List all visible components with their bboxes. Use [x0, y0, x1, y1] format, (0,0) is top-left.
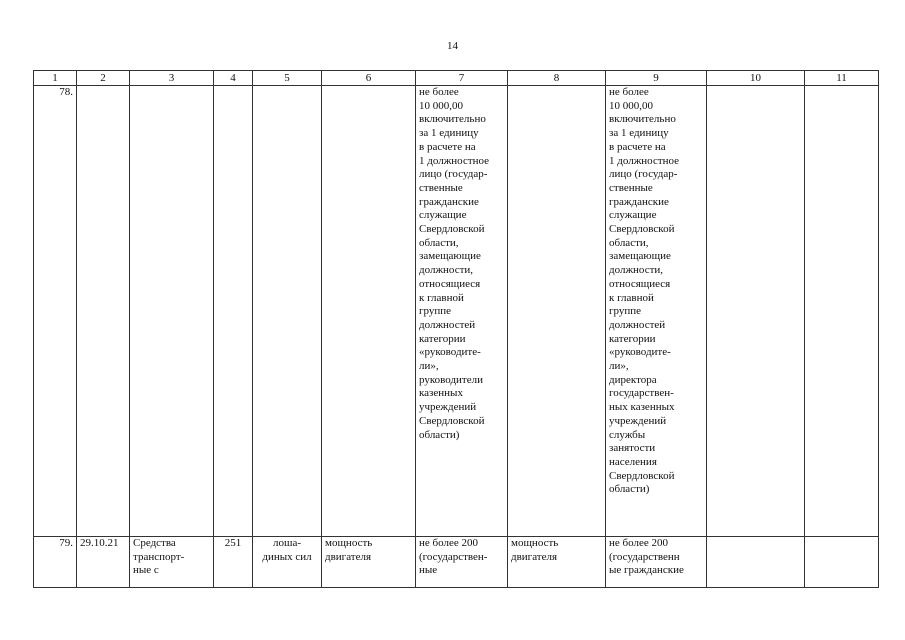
unit-cell: лоша- диных сил [253, 537, 322, 588]
limit-text-cell: не более 10 000,00 включительно за 1 единицу в расчете на 1 должностное лицо (государ- ственные гражданские служащие Свердловской области, замещающие должности, относящиеся к главной группе должностей категории «руководите- ли», директора государствен- ных казенных учреждений службы занятости населения Свердловской области) [606, 86, 707, 537]
limit-text-cell: не более 200 (государствен- ные [416, 537, 508, 588]
code-cell: 251 [214, 537, 253, 588]
column-header-6: 6 [322, 71, 416, 86]
table-cell [707, 537, 805, 588]
table-cell [214, 86, 253, 537]
requirements-table [33, 70, 879, 588]
table-cell: Средства транспорт- ные с [130, 537, 214, 588]
table-row [34, 86, 879, 537]
column-header-8: 8 [508, 71, 606, 86]
table-cell [322, 86, 416, 537]
page-number: 14 [447, 40, 458, 52]
column-header-7: 7 [416, 71, 508, 86]
row-number-cell: 79. [34, 537, 77, 588]
table-cell [253, 86, 322, 537]
table-cell [805, 537, 879, 588]
limit-text-cell: не более 10 000,00 включительно за 1 единицу в расчете на 1 должностное лицо (государ- ственные гражданские служащие Свердловской области, замещающие должности, относящиеся к главной группе должностей категории «руководите- ли», руководители казенных учреждений Свердловской области) [416, 86, 508, 537]
table-cell: мощность двигателя [322, 537, 416, 588]
column-header-10: 10 [707, 71, 805, 86]
column-header-9: 9 [606, 71, 707, 86]
column-header-2: 2 [77, 71, 130, 86]
date-cell: 29.10.21 [77, 537, 130, 588]
column-header-11: 11 [805, 71, 879, 86]
column-header-5: 5 [253, 71, 322, 86]
table-cell [707, 86, 805, 537]
table-cell [508, 86, 606, 537]
table-row [34, 537, 879, 588]
table-cell [130, 86, 214, 537]
page-crop-edge [33, 598, 878, 640]
table-cell: мощность двигателя [508, 537, 606, 588]
column-header-4: 4 [214, 71, 253, 86]
column-header-3: 3 [130, 71, 214, 86]
column-header-1: 1 [34, 71, 77, 86]
limit-text-cell: не более 200 (государственн ые гражданские [606, 537, 707, 588]
table-cell [805, 86, 879, 537]
table-cell [77, 86, 130, 537]
header-row [34, 71, 879, 86]
row-number-cell: 78. [34, 86, 77, 537]
